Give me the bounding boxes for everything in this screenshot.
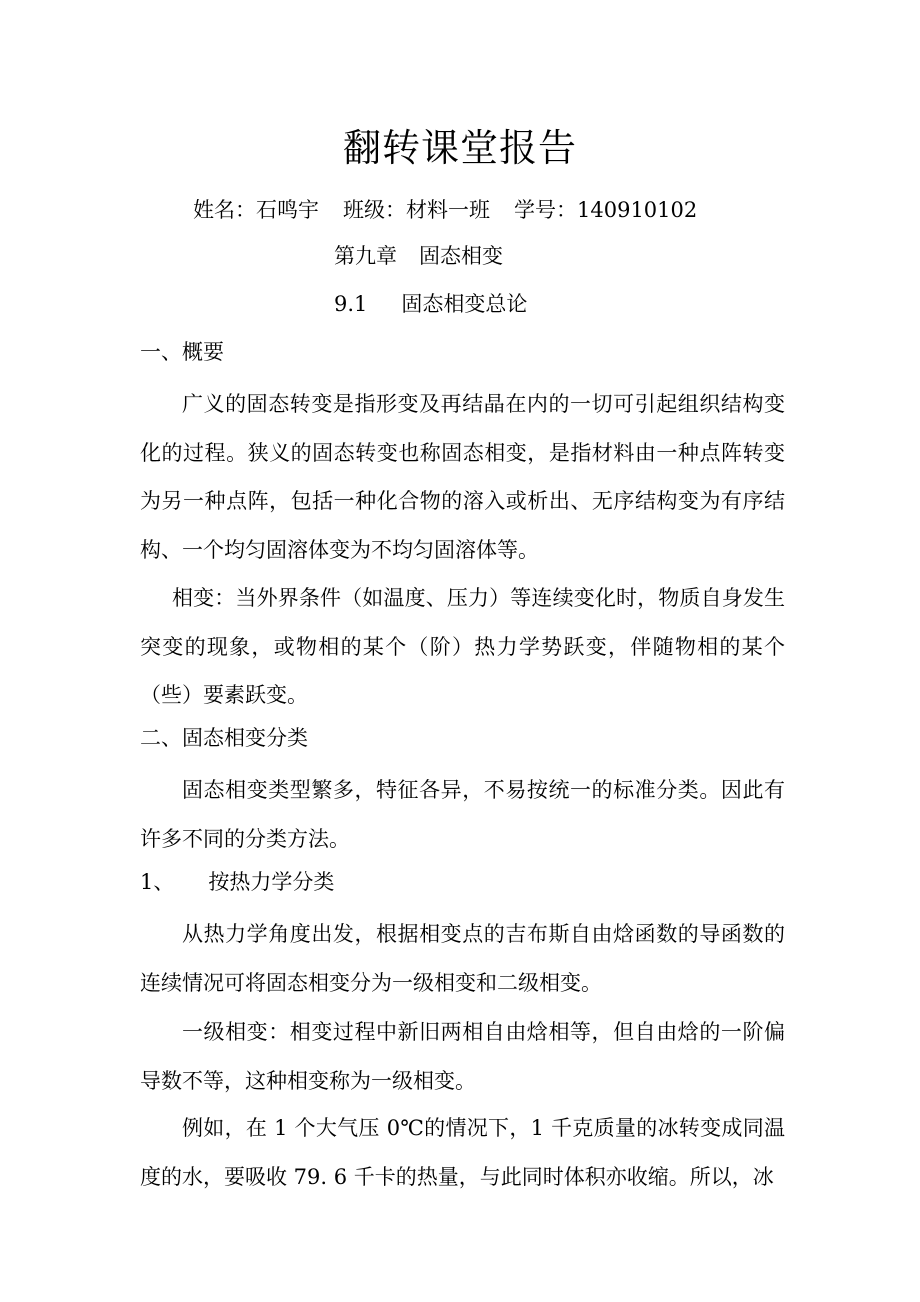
chapter-number: 第九章 — [334, 244, 397, 268]
chapter-name: 固态相变 — [419, 244, 503, 268]
chapter-heading — [334, 240, 503, 272]
paragraph-first-order: 一级相变：相变过程中新旧两相自由焓相等，但自由焓的一阶偏导数不等，这种相变称为一级相变。 — [140, 1020, 785, 1093]
student-id: 学号：140910102 — [514, 198, 698, 222]
paragraph-phase-change-definition: 相变：当外界条件（如温度、压力）等连续变化时，物质自身发生突变的现象，或物相的某个（阶）热力学势跃变，伴随物相的某个（些）要素跃变。 — [140, 586, 785, 707]
section-number: 9.1 — [334, 292, 368, 316]
paragraph-thermodynamics: 从热力学角度出发，根据相变点的吉布斯自由焓函数的导函数的连续情况可将固态相变分为一级相变和二级相变。 — [140, 922, 785, 995]
heading-overview: 一、概要 — [140, 340, 224, 364]
report-title: 翻转课堂报告 — [342, 126, 577, 170]
section-name: 固态相变总论 — [401, 292, 528, 316]
heading-thermodynamic-classification — [140, 866, 334, 898]
student-name: 姓名：石鸣宇 — [193, 198, 319, 222]
heading-text: 按热力学分类 — [208, 870, 335, 894]
paragraph-example: 例如，在 1 个大气压 0℃的情况下，1 千克质量的冰转变成同温度的水，要吸收 79. 6 千卡的热量，与此同时体积亦收缩。所以，冰 — [140, 1116, 785, 1189]
heading-number: 1、 — [140, 870, 175, 894]
heading-classification: 二、固态相变分类 — [140, 726, 308, 750]
paragraph-overview: 广义的固态转变是指形变及再结晶在内的一切可引起组织结构变化的过程。狭义的固态转变也称固态相变，是指材料由一种点阵转变为另一种点阵，包括一种化合物的溶入或析出、无序结构变为有序结构、一个均匀固溶体变为不均匀固溶体等。 — [140, 392, 785, 562]
paragraph-classification: 固态相变类型繁多，特征各异，不易按统一的标准分类。因此有许多不同的分类方法。 — [140, 778, 785, 851]
student-class: 班级：材料一班 — [343, 198, 490, 222]
section-heading — [334, 288, 527, 320]
student-info — [193, 194, 697, 226]
